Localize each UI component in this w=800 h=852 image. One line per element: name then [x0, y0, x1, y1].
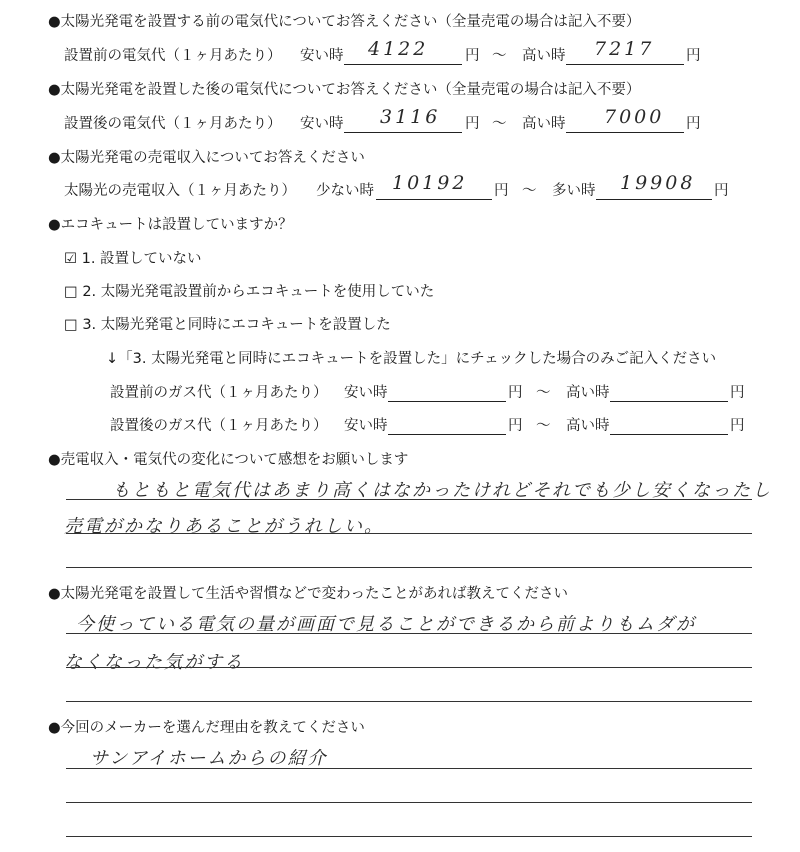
q6-title: ●太陽光発電を設置して生活や習慣などで変わったことがあれば教えてください [48, 586, 569, 602]
q3-high-value: 19908 [620, 172, 696, 194]
q1-yen-2: 円 [686, 48, 701, 64]
q6-rule-3 [66, 701, 752, 702]
q1-low-value: 4122 [368, 38, 429, 60]
gas-after-yen-1: 円 [508, 418, 523, 434]
q1-title: ●太陽光発電を設置する前の電気代についてお答えください（全量売電の場合は記入不要） [48, 14, 641, 30]
gas-before-yen-2: 円 [730, 385, 745, 401]
q6-answer-line-1: 今使っている電気の量が画面で見ることができるから前よりもムダが [76, 614, 696, 635]
gas-before-label: 設置前のガス代（１ヶ月あたり） [110, 385, 328, 401]
q6-rule-2 [66, 667, 752, 668]
q3-title: ●太陽光発電の売電収入についてお答えください [48, 150, 365, 166]
gas-before-low-label: 安い時 [344, 385, 388, 401]
q4-option-2-label: 2. 太陽光発電設置前からエコキュートを使用していた [82, 284, 435, 300]
q7-rule-2 [66, 802, 752, 803]
q4-title: ●エコキュートは設置していますか？ [48, 217, 293, 233]
gas-before-high-label: 高い時 [566, 385, 610, 401]
q2-row-label: 設置後の電気代（１ヶ月あたり） [64, 116, 282, 132]
q7-answer-line-1: サンアイホームからの紹介 [90, 748, 328, 769]
q6-answer-line-2: なくなった気がする [64, 652, 244, 673]
gas-after-high-label: 高い時 [566, 418, 610, 434]
q5-rule-3 [66, 567, 752, 568]
q2-yen-2: 円 [686, 116, 701, 132]
gas-after-high-field[interactable] [610, 434, 728, 435]
q2-high-value: 7000 [604, 106, 665, 128]
q5-answer-line-1: もともと電気代はあまり高くはなかったけれどそれでも少し安くなったし [112, 480, 772, 501]
q1-high-value: 7217 [594, 38, 655, 60]
gas-after-label: 設置後のガス代（１ヶ月あたり） [110, 418, 328, 434]
q2-tilde: ～ [492, 116, 507, 132]
q2-high-label: 高い時 [522, 116, 566, 132]
q7-rule-3 [66, 836, 752, 837]
checkbox-checked-icon[interactable]: ☑ [64, 251, 77, 267]
q2-low-label: 安い時 [300, 116, 344, 132]
gas-before-high-field[interactable] [610, 401, 728, 402]
q3-high-label: 多い時 [552, 183, 596, 199]
gas-after-low-field[interactable] [388, 434, 506, 435]
q5-answer-line-2: 売電がかなりあることがうれしい。 [64, 516, 384, 537]
q3-yen-2: 円 [714, 183, 729, 199]
checkbox-icon[interactable]: □ [64, 284, 78, 300]
q1-yen-1: 円 [465, 48, 480, 64]
q2-low-value: 3116 [380, 106, 441, 128]
q2-yen-1: 円 [465, 116, 480, 132]
checkbox-icon[interactable]: □ [64, 317, 78, 333]
q1-tilde: ～ [492, 48, 507, 64]
q3-low-value: 10192 [392, 172, 468, 194]
q1-high-field[interactable] [566, 64, 684, 65]
q7-rule-1 [66, 768, 752, 769]
q5-rule-1 [66, 499, 752, 500]
q5-title: ●売電収入・電気代の変化について感想をお願いします [48, 452, 409, 468]
q5-rule-2 [66, 533, 752, 534]
q4-option-1-label: 1. 設置していない [81, 251, 202, 267]
gas-after-yen-2: 円 [730, 418, 745, 434]
gas-before-yen-1: 円 [508, 385, 523, 401]
q2-low-field[interactable] [344, 132, 462, 133]
q3-row-label: 太陽光の売電収入（１ヶ月あたり） [64, 183, 296, 199]
q7-title: ●今回のメーカーを選んだ理由を教えてください [48, 720, 365, 736]
q3-yen-1: 円 [494, 183, 509, 199]
q4-option-1[interactable] [64, 247, 202, 268]
q4-note: ↓「3. 太陽光発電と同時にエコキュートを設置した」にチェックした場合のみご記入ください [106, 351, 717, 367]
q4-option-2[interactable] [64, 280, 434, 301]
q1-row-label: 設置前の電気代（１ヶ月あたり） [64, 48, 282, 64]
q4-option-3[interactable] [64, 313, 391, 334]
q6-rule-1 [66, 633, 752, 634]
gas-before-low-field[interactable] [388, 401, 506, 402]
q3-low-field[interactable] [376, 199, 492, 200]
q3-high-field[interactable] [596, 199, 712, 200]
q3-low-label: 少ない時 [316, 183, 374, 199]
q1-low-field[interactable] [344, 64, 462, 65]
q2-high-field[interactable] [566, 132, 684, 133]
q3-tilde: ～ [522, 183, 537, 199]
q2-title: ●太陽光発電を設置した後の電気代についてお答えください（全量売電の場合は記入不要） [48, 82, 641, 98]
q4-option-3-label: 3. 太陽光発電と同時にエコキュートを設置した [82, 317, 391, 333]
gas-after-low-label: 安い時 [344, 418, 388, 434]
gas-after-tilde: ～ [536, 418, 551, 434]
q1-low-label: 安い時 [300, 48, 344, 64]
q1-high-label: 高い時 [522, 48, 566, 64]
gas-before-tilde: ～ [536, 385, 551, 401]
